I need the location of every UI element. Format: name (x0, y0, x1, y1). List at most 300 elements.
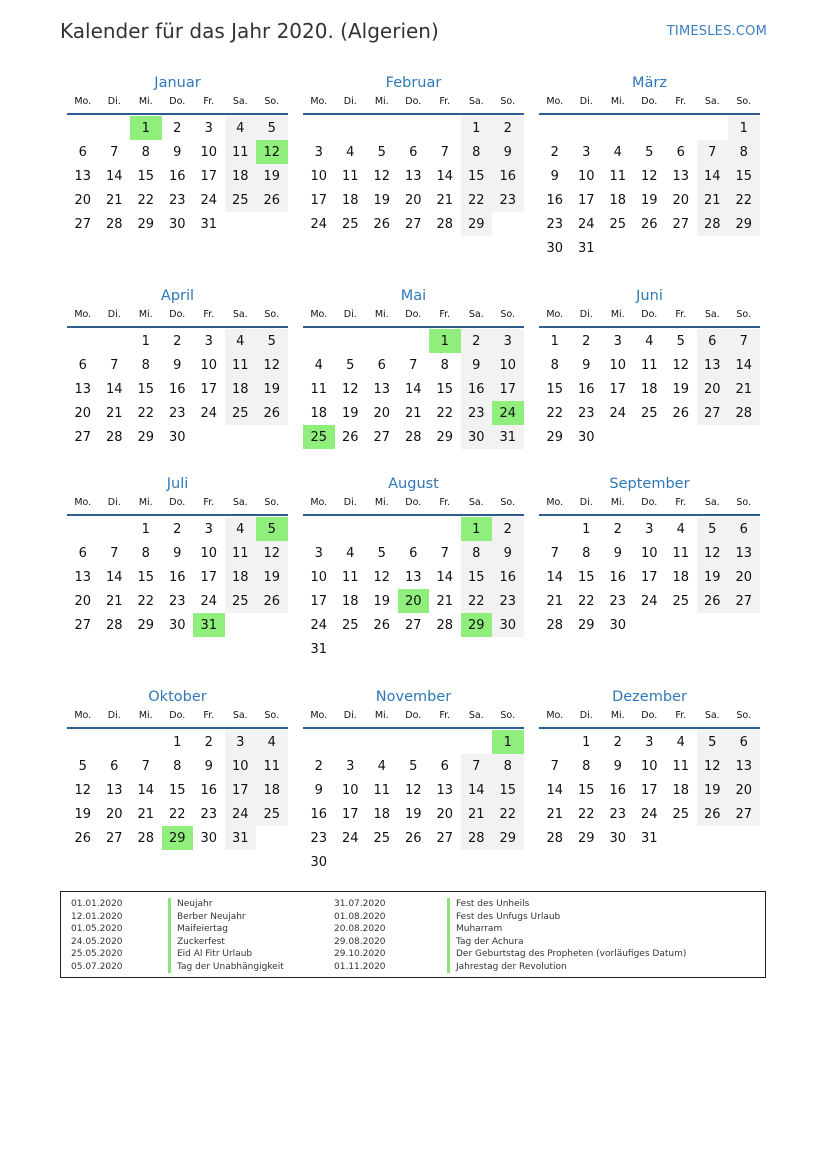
day-cell: 3 (645, 521, 654, 537)
day-cell: 18 (373, 806, 391, 822)
day-cell: 5 (377, 144, 386, 160)
month-name: September (609, 476, 690, 492)
day-cell: 1 (550, 333, 559, 349)
weekday-label: So. (736, 497, 752, 508)
day-cell: 4 (613, 144, 622, 160)
day-cell: 17 (640, 569, 658, 585)
day-cell: 12 (341, 381, 359, 397)
weekday-label: Fr. (439, 96, 451, 107)
month-block (539, 72, 760, 260)
day-cell: 3 (645, 734, 654, 750)
day-cell: 26 (404, 830, 422, 846)
day-cell: 12 (697, 541, 729, 565)
weekday-label: Sa. (232, 96, 248, 107)
day-cell: 13 (436, 782, 454, 798)
day-cell: 29 (492, 826, 524, 850)
day-cell: 30 (546, 240, 564, 256)
day-cell: 28 (105, 216, 123, 232)
weekday-label: Sa. (468, 309, 484, 320)
day-cell: 11 (373, 782, 391, 798)
day-cell: 22 (137, 593, 155, 609)
day-cell: 15 (492, 778, 524, 802)
day-cell: 2 (461, 329, 493, 353)
day-cell: 27 (74, 216, 92, 232)
day-grid (67, 329, 288, 449)
day-grid (303, 730, 524, 874)
weekday-label: Do. (169, 710, 186, 721)
day-cell: 13 (404, 569, 422, 585)
day-cell: 11 (225, 541, 257, 565)
brand-link[interactable]: TIMESLES.COM (666, 24, 767, 39)
empty-cell (429, 517, 461, 541)
day-cell: 29 (436, 429, 454, 445)
day-cell: 9 (173, 357, 182, 373)
day-cell: 27 (436, 830, 454, 846)
day-cell: 23 (310, 830, 328, 846)
weekday-label: Mi. (138, 96, 153, 107)
day-cell: 11 (640, 357, 658, 373)
day-cell: 20 (74, 405, 92, 421)
weekday-label: Fr. (439, 497, 451, 508)
day-cell: 10 (200, 357, 218, 373)
day-cell: 21 (728, 377, 760, 401)
weekday-label: Fr. (675, 309, 687, 320)
day-cell: 6 (409, 144, 418, 160)
day-cell: 16 (168, 168, 186, 184)
weekday-label: Mo. (310, 96, 328, 107)
day-cell: 1 (582, 734, 591, 750)
weekday-label: So. (736, 309, 752, 320)
day-cell: 15 (137, 569, 155, 585)
day-cell: 15 (577, 569, 595, 585)
legend-holiday-name: Fest des Unfugs Urlaub (447, 911, 686, 924)
empty-cell (366, 329, 398, 353)
day-cell: 12 (74, 782, 92, 798)
day-cell: 4 (225, 329, 257, 353)
day-cell: 29 (577, 830, 595, 846)
day-cell: 28 (546, 830, 564, 846)
day-cell: 2 (613, 521, 622, 537)
month-name: Mai (400, 288, 427, 304)
day-cell: 27 (404, 617, 422, 633)
day-cell: 19 (373, 593, 391, 609)
day-cell: 23 (492, 589, 524, 613)
day-cell: 25 (341, 617, 359, 633)
weekday-label: Di. (343, 309, 357, 320)
day-cell: 26 (341, 429, 359, 445)
day-cell: 16 (577, 381, 595, 397)
day-cell: 15 (137, 168, 155, 184)
empty-cell (697, 116, 729, 140)
month-name: November (375, 689, 452, 705)
legend-date: 24.05.2020 (71, 936, 123, 947)
day-cell: 21 (461, 802, 493, 826)
day-cell: 20 (436, 806, 454, 822)
day-cell: 3 (492, 329, 524, 353)
day-cell: 24 (341, 830, 359, 846)
weekday-label: Mi. (610, 309, 625, 320)
holiday-day-cell: 1 (429, 329, 461, 353)
day-cell: 26 (672, 405, 690, 421)
day-cell: 17 (200, 381, 218, 397)
day-cell: 10 (640, 545, 658, 561)
legend-holiday-name: Muharram (447, 923, 686, 936)
weekday-header (67, 495, 288, 516)
day-cell: 17 (310, 593, 328, 609)
day-cell: 1 (141, 521, 150, 537)
legend-holiday-name: Eid Al Fitr Urlaub (168, 948, 284, 961)
day-cell: 13 (105, 782, 123, 798)
day-cell: 30 (200, 830, 218, 846)
day-cell: 18 (640, 381, 658, 397)
month-block (539, 285, 760, 449)
month-block (303, 72, 524, 236)
legend-date: 01.08.2020 (334, 911, 386, 922)
day-cell: 14 (546, 569, 564, 585)
month-block (67, 72, 288, 236)
day-cell: 18 (225, 377, 257, 401)
weekday-label: Di. (579, 96, 593, 107)
day-cell: 14 (137, 782, 155, 798)
weekday-label: Mi. (374, 497, 389, 508)
day-cell: 12 (373, 569, 391, 585)
legend-holiday-name: Berber Neujahr (168, 911, 284, 924)
day-cell: 18 (672, 782, 690, 798)
empty-cell (398, 517, 430, 541)
weekday-label: Sa. (232, 710, 248, 721)
holiday-day-cell: 1 (492, 730, 524, 754)
weekday-label: Sa. (704, 497, 720, 508)
empty-cell (335, 329, 367, 353)
day-grid (303, 517, 524, 661)
day-cell: 14 (105, 569, 123, 585)
weekday-label: So. (500, 497, 516, 508)
day-cell: 16 (200, 782, 218, 798)
day-cell: 17 (225, 778, 257, 802)
day-cell: 11 (341, 569, 359, 585)
empty-cell (303, 517, 335, 541)
day-cell: 4 (256, 730, 288, 754)
day-cell: 23 (609, 593, 627, 609)
day-cell: 24 (609, 405, 627, 421)
day-cell: 26 (640, 216, 658, 232)
day-cell: 26 (74, 830, 92, 846)
day-cell: 15 (168, 782, 186, 798)
day-cell: 9 (492, 541, 524, 565)
day-cell: 21 (436, 192, 454, 208)
day-cell: 20 (728, 778, 760, 802)
day-cell: 27 (697, 401, 729, 425)
weekday-label: Fr. (203, 309, 215, 320)
day-cell: 31 (225, 826, 257, 850)
day-cell: 20 (373, 405, 391, 421)
weekday-label: Mi. (138, 710, 153, 721)
weekday-label: Fr. (439, 309, 451, 320)
weekday-label: So. (500, 309, 516, 320)
day-cell: 11 (609, 168, 627, 184)
weekday-header (67, 94, 288, 115)
month-block (67, 285, 288, 449)
day-cell: 11 (310, 381, 328, 397)
day-cell: 10 (341, 782, 359, 798)
weekday-label: Do. (641, 309, 658, 320)
day-cell: 26 (256, 188, 288, 212)
day-cell: 14 (105, 381, 123, 397)
weekday-label: Mi. (610, 96, 625, 107)
day-cell: 12 (697, 754, 729, 778)
day-cell: 5 (346, 357, 355, 373)
day-cell: 4 (676, 734, 685, 750)
day-cell: 19 (672, 381, 690, 397)
weekday-label: So. (736, 710, 752, 721)
day-cell: 7 (110, 357, 119, 373)
day-cell: 20 (672, 192, 690, 208)
weekday-label: Do. (169, 497, 186, 508)
day-cell: 8 (550, 357, 559, 373)
day-cell: 24 (200, 593, 218, 609)
day-cell: 4 (225, 116, 257, 140)
weekday-label: Do. (169, 96, 186, 107)
day-cell: 1 (141, 333, 150, 349)
day-cell: 30 (168, 429, 186, 445)
weekday-label: Mi. (374, 309, 389, 320)
day-cell: 29 (546, 429, 564, 445)
day-cell: 12 (256, 353, 288, 377)
day-cell: 24 (200, 192, 218, 208)
legend-date: 29.08.2020 (334, 936, 386, 947)
day-cell: 29 (461, 212, 493, 236)
day-cell: 2 (173, 120, 182, 136)
legend-date: 12.01.2020 (71, 911, 123, 922)
day-cell: 22 (492, 802, 524, 826)
holiday-day-cell: 29 (461, 613, 493, 637)
day-cell: 6 (409, 545, 418, 561)
day-cell: 30 (168, 617, 186, 633)
day-cell: 8 (141, 144, 150, 160)
day-cell: 5 (256, 329, 288, 353)
day-cell: 2 (492, 116, 524, 140)
day-cell: 3 (314, 545, 323, 561)
weekday-label: Mi. (374, 96, 389, 107)
day-cell: 4 (377, 758, 386, 774)
legend-date: 05.07.2020 (71, 961, 123, 972)
weekday-label: Mo. (74, 309, 92, 320)
day-cell: 21 (105, 593, 123, 609)
day-cell: 7 (440, 144, 449, 160)
day-cell: 28 (728, 401, 760, 425)
day-cell: 6 (377, 357, 386, 373)
day-cell: 17 (609, 381, 627, 397)
month-block (67, 686, 288, 850)
empty-cell (67, 116, 99, 140)
day-cell: 18 (310, 405, 328, 421)
day-cell: 6 (676, 144, 685, 160)
weekday-label: Mi. (374, 710, 389, 721)
day-cell: 16 (609, 782, 627, 798)
day-cell: 17 (492, 377, 524, 401)
day-cell: 10 (310, 168, 328, 184)
day-cell: 8 (141, 545, 150, 561)
day-cell: 11 (341, 168, 359, 184)
day-cell: 19 (256, 164, 288, 188)
day-cell: 20 (404, 192, 422, 208)
day-cell: 8 (440, 357, 449, 373)
day-cell: 8 (461, 541, 493, 565)
day-cell: 18 (341, 192, 359, 208)
legend-holiday-name: Zuckerfest (168, 936, 284, 949)
day-cell: 25 (672, 806, 690, 822)
day-cell: 28 (436, 617, 454, 633)
weekday-label: Do. (641, 96, 658, 107)
day-cell: 21 (697, 188, 729, 212)
day-grid (539, 329, 760, 449)
holiday-day-cell: 1 (130, 116, 162, 140)
weekday-label: Mo. (310, 309, 328, 320)
day-cell: 14 (697, 164, 729, 188)
weekday-label: Do. (405, 309, 422, 320)
day-cell: 25 (609, 216, 627, 232)
day-cell: 9 (550, 168, 559, 184)
day-cell: 23 (461, 401, 493, 425)
day-cell: 9 (613, 545, 622, 561)
day-cell: 5 (409, 758, 418, 774)
day-cell: 17 (341, 806, 359, 822)
weekday-label: Di. (107, 497, 121, 508)
weekday-label: Do. (641, 710, 658, 721)
day-cell: 7 (728, 329, 760, 353)
weekday-label: Mo. (546, 96, 564, 107)
day-cell: 31 (200, 216, 218, 232)
day-cell: 5 (256, 116, 288, 140)
day-cell: 29 (137, 216, 155, 232)
day-cell: 5 (697, 517, 729, 541)
day-cell: 19 (256, 565, 288, 589)
day-cell: 23 (492, 188, 524, 212)
day-cell: 29 (137, 429, 155, 445)
legend-date: 01.01.2020 (71, 899, 123, 909)
weekday-label: Mi. (610, 710, 625, 721)
day-cell: 9 (173, 144, 182, 160)
day-cell: 8 (141, 357, 150, 373)
day-cell: 7 (440, 545, 449, 561)
day-cell: 7 (697, 140, 729, 164)
day-cell: 19 (697, 778, 729, 802)
day-cell: 9 (314, 782, 323, 798)
day-cell: 22 (577, 593, 595, 609)
day-cell: 24 (225, 802, 257, 826)
day-cell: 23 (168, 593, 186, 609)
empty-cell (303, 329, 335, 353)
day-cell: 22 (436, 405, 454, 421)
empty-cell (539, 730, 571, 754)
day-cell: 24 (310, 216, 328, 232)
weekday-header (539, 495, 760, 516)
holiday-day-cell: 20 (398, 589, 430, 613)
day-grid (303, 329, 524, 449)
day-cell: 15 (546, 381, 564, 397)
weekday-header (303, 708, 524, 729)
day-cell: 15 (461, 565, 493, 589)
day-cell: 4 (645, 333, 654, 349)
weekday-label: Fr. (675, 96, 687, 107)
weekday-header (67, 708, 288, 729)
day-cell: 7 (110, 144, 119, 160)
day-cell: 13 (672, 168, 690, 184)
day-cell: 21 (546, 806, 564, 822)
day-cell: 1 (582, 521, 591, 537)
weekday-label: Do. (169, 309, 186, 320)
day-cell: 9 (173, 545, 182, 561)
day-cell: 27 (105, 830, 123, 846)
day-cell: 17 (310, 192, 328, 208)
day-cell: 24 (640, 593, 658, 609)
day-cell: 19 (256, 377, 288, 401)
empty-cell (461, 730, 493, 754)
empty-cell (429, 730, 461, 754)
day-cell: 23 (546, 216, 564, 232)
day-grid (303, 116, 524, 236)
day-cell: 31 (577, 240, 595, 256)
legend-dates-left (71, 898, 123, 973)
day-cell: 2 (173, 333, 182, 349)
weekday-label: Di. (579, 710, 593, 721)
weekday-header (303, 495, 524, 516)
weekday-label: Di. (107, 96, 121, 107)
day-cell: 12 (373, 168, 391, 184)
weekday-label: Fr. (675, 710, 687, 721)
day-cell: 1 (173, 734, 182, 750)
day-cell: 4 (346, 144, 355, 160)
day-cell: 13 (74, 168, 92, 184)
day-cell: 17 (640, 782, 658, 798)
day-cell: 22 (546, 405, 564, 421)
weekday-label: So. (500, 710, 516, 721)
day-cell: 25 (640, 405, 658, 421)
weekday-label: Sa. (704, 710, 720, 721)
weekday-label: Mi. (138, 309, 153, 320)
day-cell: 21 (105, 405, 123, 421)
day-cell: 17 (200, 168, 218, 184)
empty-cell (539, 116, 571, 140)
month-block (303, 686, 524, 874)
day-cell: 20 (697, 377, 729, 401)
day-cell: 29 (728, 212, 760, 236)
weekday-label: Di. (107, 710, 121, 721)
day-cell: 18 (672, 569, 690, 585)
empty-cell (67, 329, 99, 353)
day-cell: 27 (74, 429, 92, 445)
day-cell: 6 (697, 329, 729, 353)
weekday-label: Mi. (610, 497, 625, 508)
legend-date: 25.05.2020 (71, 949, 123, 959)
weekday-label: So. (264, 96, 280, 107)
day-cell: 10 (609, 357, 627, 373)
month-block (539, 473, 760, 637)
day-cell: 27 (728, 802, 760, 826)
empty-cell (429, 116, 461, 140)
weekday-label: Do. (405, 96, 422, 107)
weekday-label: Fr. (203, 497, 215, 508)
legend-names-left (168, 898, 284, 973)
weekday-label: Do. (405, 710, 422, 721)
day-cell: 28 (436, 216, 454, 232)
holiday-legend (60, 891, 766, 978)
weekday-label: Di. (579, 497, 593, 508)
weekday-label: Sa. (704, 309, 720, 320)
day-cell: 10 (200, 545, 218, 561)
weekday-label: Mo. (74, 497, 92, 508)
day-cell: 6 (728, 517, 760, 541)
